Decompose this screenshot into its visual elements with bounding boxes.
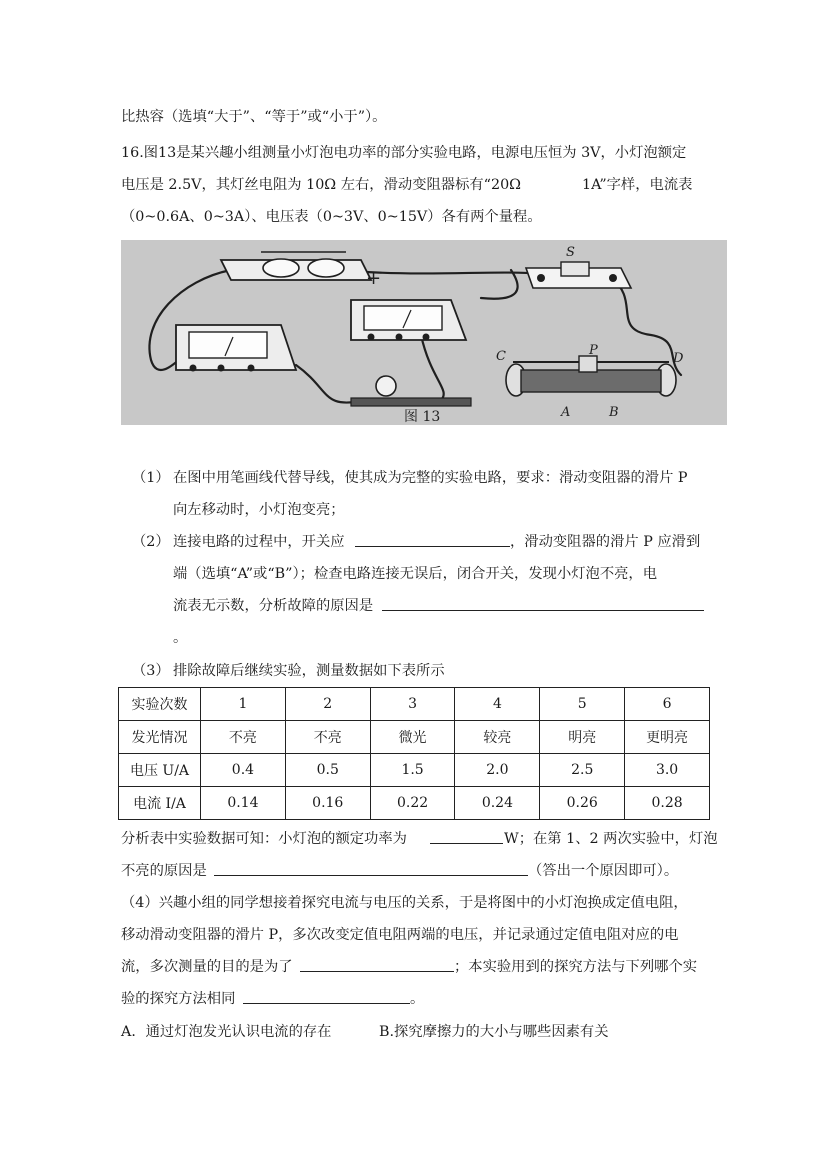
- table-cell: 1.5: [370, 754, 455, 787]
- table-cell: 0.22: [370, 787, 455, 820]
- table-row: [119, 688, 710, 721]
- svg-text:D: D: [673, 351, 684, 366]
- table-cell: 0.26: [540, 787, 625, 820]
- analysis-line-2a: 不亮的原因是: [121, 863, 207, 879]
- answer-blank-reason[interactable]: [214, 860, 528, 876]
- analysis-line-1b: W；在第 1、2 两次实验中，灯泡: [504, 831, 718, 847]
- answer-blank-switch[interactable]: [355, 531, 510, 547]
- table-cell: 2.5: [540, 754, 625, 787]
- part3-line-1: 排除故障后继续实验，测量数据如下表所示: [173, 663, 445, 679]
- svg-text:A: A: [561, 405, 571, 420]
- table-cell: 0.4: [201, 754, 286, 787]
- previous-question-tail: 比热容（选填“大于”、“等于”或“小于”）。: [121, 109, 387, 125]
- part2-number: （2）: [132, 534, 170, 550]
- part1-line-2: 向左移动时，小灯泡变亮；: [173, 502, 345, 518]
- answer-blank-rated-power[interactable]: [430, 828, 503, 844]
- part4-line-2: 移动滑动变阻器的滑片 P，多次改变定值电阻两端的电压，并记录通过定值电阻对应的电: [121, 927, 679, 943]
- q16-line-3: （0~0.6A、0~3A）、电压表（0~3V、0~15V）各有两个量程。: [121, 209, 542, 225]
- answer-blank-method[interactable]: [243, 988, 410, 1004]
- table-cell: 3.0: [625, 754, 710, 787]
- part1-line-1: 在图中用笔画线代替导线，使其成为完整的实验电路，要求：滑动变阻器的滑片 P: [173, 470, 688, 486]
- svg-text:S: S: [566, 245, 575, 260]
- part1-number: （1）: [132, 470, 170, 486]
- table-row: [119, 721, 710, 754]
- svg-text:B: B: [609, 405, 619, 420]
- table-cell: 0.28: [625, 787, 710, 820]
- part2-line-1b: ，滑动变阻器的滑片 P 应滑到: [510, 534, 701, 550]
- table-cell: 实验次数: [119, 688, 201, 721]
- part2-line-2: 端（选填“A”或“B”）；检查电路连接无误后，闭合开关，发现小灯泡不亮，电: [173, 566, 658, 582]
- rheostat-icon: [506, 356, 676, 396]
- table-cell: 微光: [370, 721, 455, 754]
- answer-blank-fault[interactable]: [382, 595, 704, 611]
- figure-caption: 图 13: [404, 409, 441, 425]
- voltmeter-icon: [351, 300, 466, 341]
- option-a: A．通过灯泡发光认识电流的存在: [121, 1024, 332, 1040]
- table-cell: 5: [540, 688, 625, 721]
- measurement-table: [118, 687, 710, 820]
- table-cell: 发光情况: [119, 721, 201, 754]
- part2-line-3: 流表无示数，分析故障的原因是: [173, 598, 374, 614]
- part2-line-1a: 连接电路的过程中，开关应: [173, 534, 345, 550]
- table-cell: 电流 I/A: [119, 787, 201, 820]
- svg-text:P: P: [589, 343, 598, 358]
- q16-line-2b: 1A”字样，电流表: [582, 177, 693, 193]
- circuit-figure-13: [121, 240, 727, 425]
- analysis-line-1a: 分析表中实验数据可知：小灯泡的额定功率为: [121, 831, 407, 847]
- table-cell: 更明亮: [625, 721, 710, 754]
- part4-line-3b: ；本实验用到的探究方法与下列哪个实: [454, 959, 698, 975]
- q16-line-2a: 电压是 2.5V，其灯丝电阻为 10Ω 左右，滑动变阻器标有“20Ω: [121, 177, 522, 193]
- part4-line-3a: 流，多次测量的目的是为了: [121, 959, 293, 975]
- table-cell: 3: [370, 688, 455, 721]
- table-cell: 4: [455, 688, 540, 721]
- part4-line-1: （4）兴趣小组的同学想接着探究电流与电压的关系，于是将图中的小灯泡换成定值电阻，: [121, 895, 688, 911]
- part4-line-4a: 验的探究方法相同: [121, 991, 236, 1007]
- table-cell: 2.0: [455, 754, 540, 787]
- table-cell: 0.5: [285, 754, 370, 787]
- table-cell: 不亮: [285, 721, 370, 754]
- table-cell: 0.24: [455, 787, 540, 820]
- table-cell: 不亮: [201, 721, 286, 754]
- table-cell: 0.14: [201, 787, 286, 820]
- analysis-line-2b: （答出一个原因即可）。: [528, 863, 679, 879]
- table-cell: 电压 U/A: [119, 754, 201, 787]
- ammeter-icon: [176, 325, 296, 372]
- answer-blank-purpose[interactable]: [300, 956, 454, 972]
- q16-line-1: 16.图13是某兴趣小组测量小灯泡电功率的部分实验电路，电源电压恒为 3V，小灯泡额定: [121, 145, 687, 161]
- table-cell: 6: [625, 688, 710, 721]
- table-row: [119, 754, 710, 787]
- option-b: B.探究摩擦力的大小与哪些因素有关: [379, 1024, 609, 1040]
- part2-line-4: 。: [173, 630, 188, 646]
- table-cell: 1: [201, 688, 286, 721]
- svg-text:+: +: [366, 268, 382, 289]
- table-cell: 较亮: [455, 721, 540, 754]
- table-row: [119, 787, 710, 820]
- part4-line-4b: 。: [410, 991, 425, 1007]
- table-cell: 2: [285, 688, 370, 721]
- svg-text:C: C: [496, 349, 506, 364]
- table-cell: 0.16: [285, 787, 370, 820]
- part3-number: （3）: [132, 663, 170, 679]
- table-cell: 明亮: [540, 721, 625, 754]
